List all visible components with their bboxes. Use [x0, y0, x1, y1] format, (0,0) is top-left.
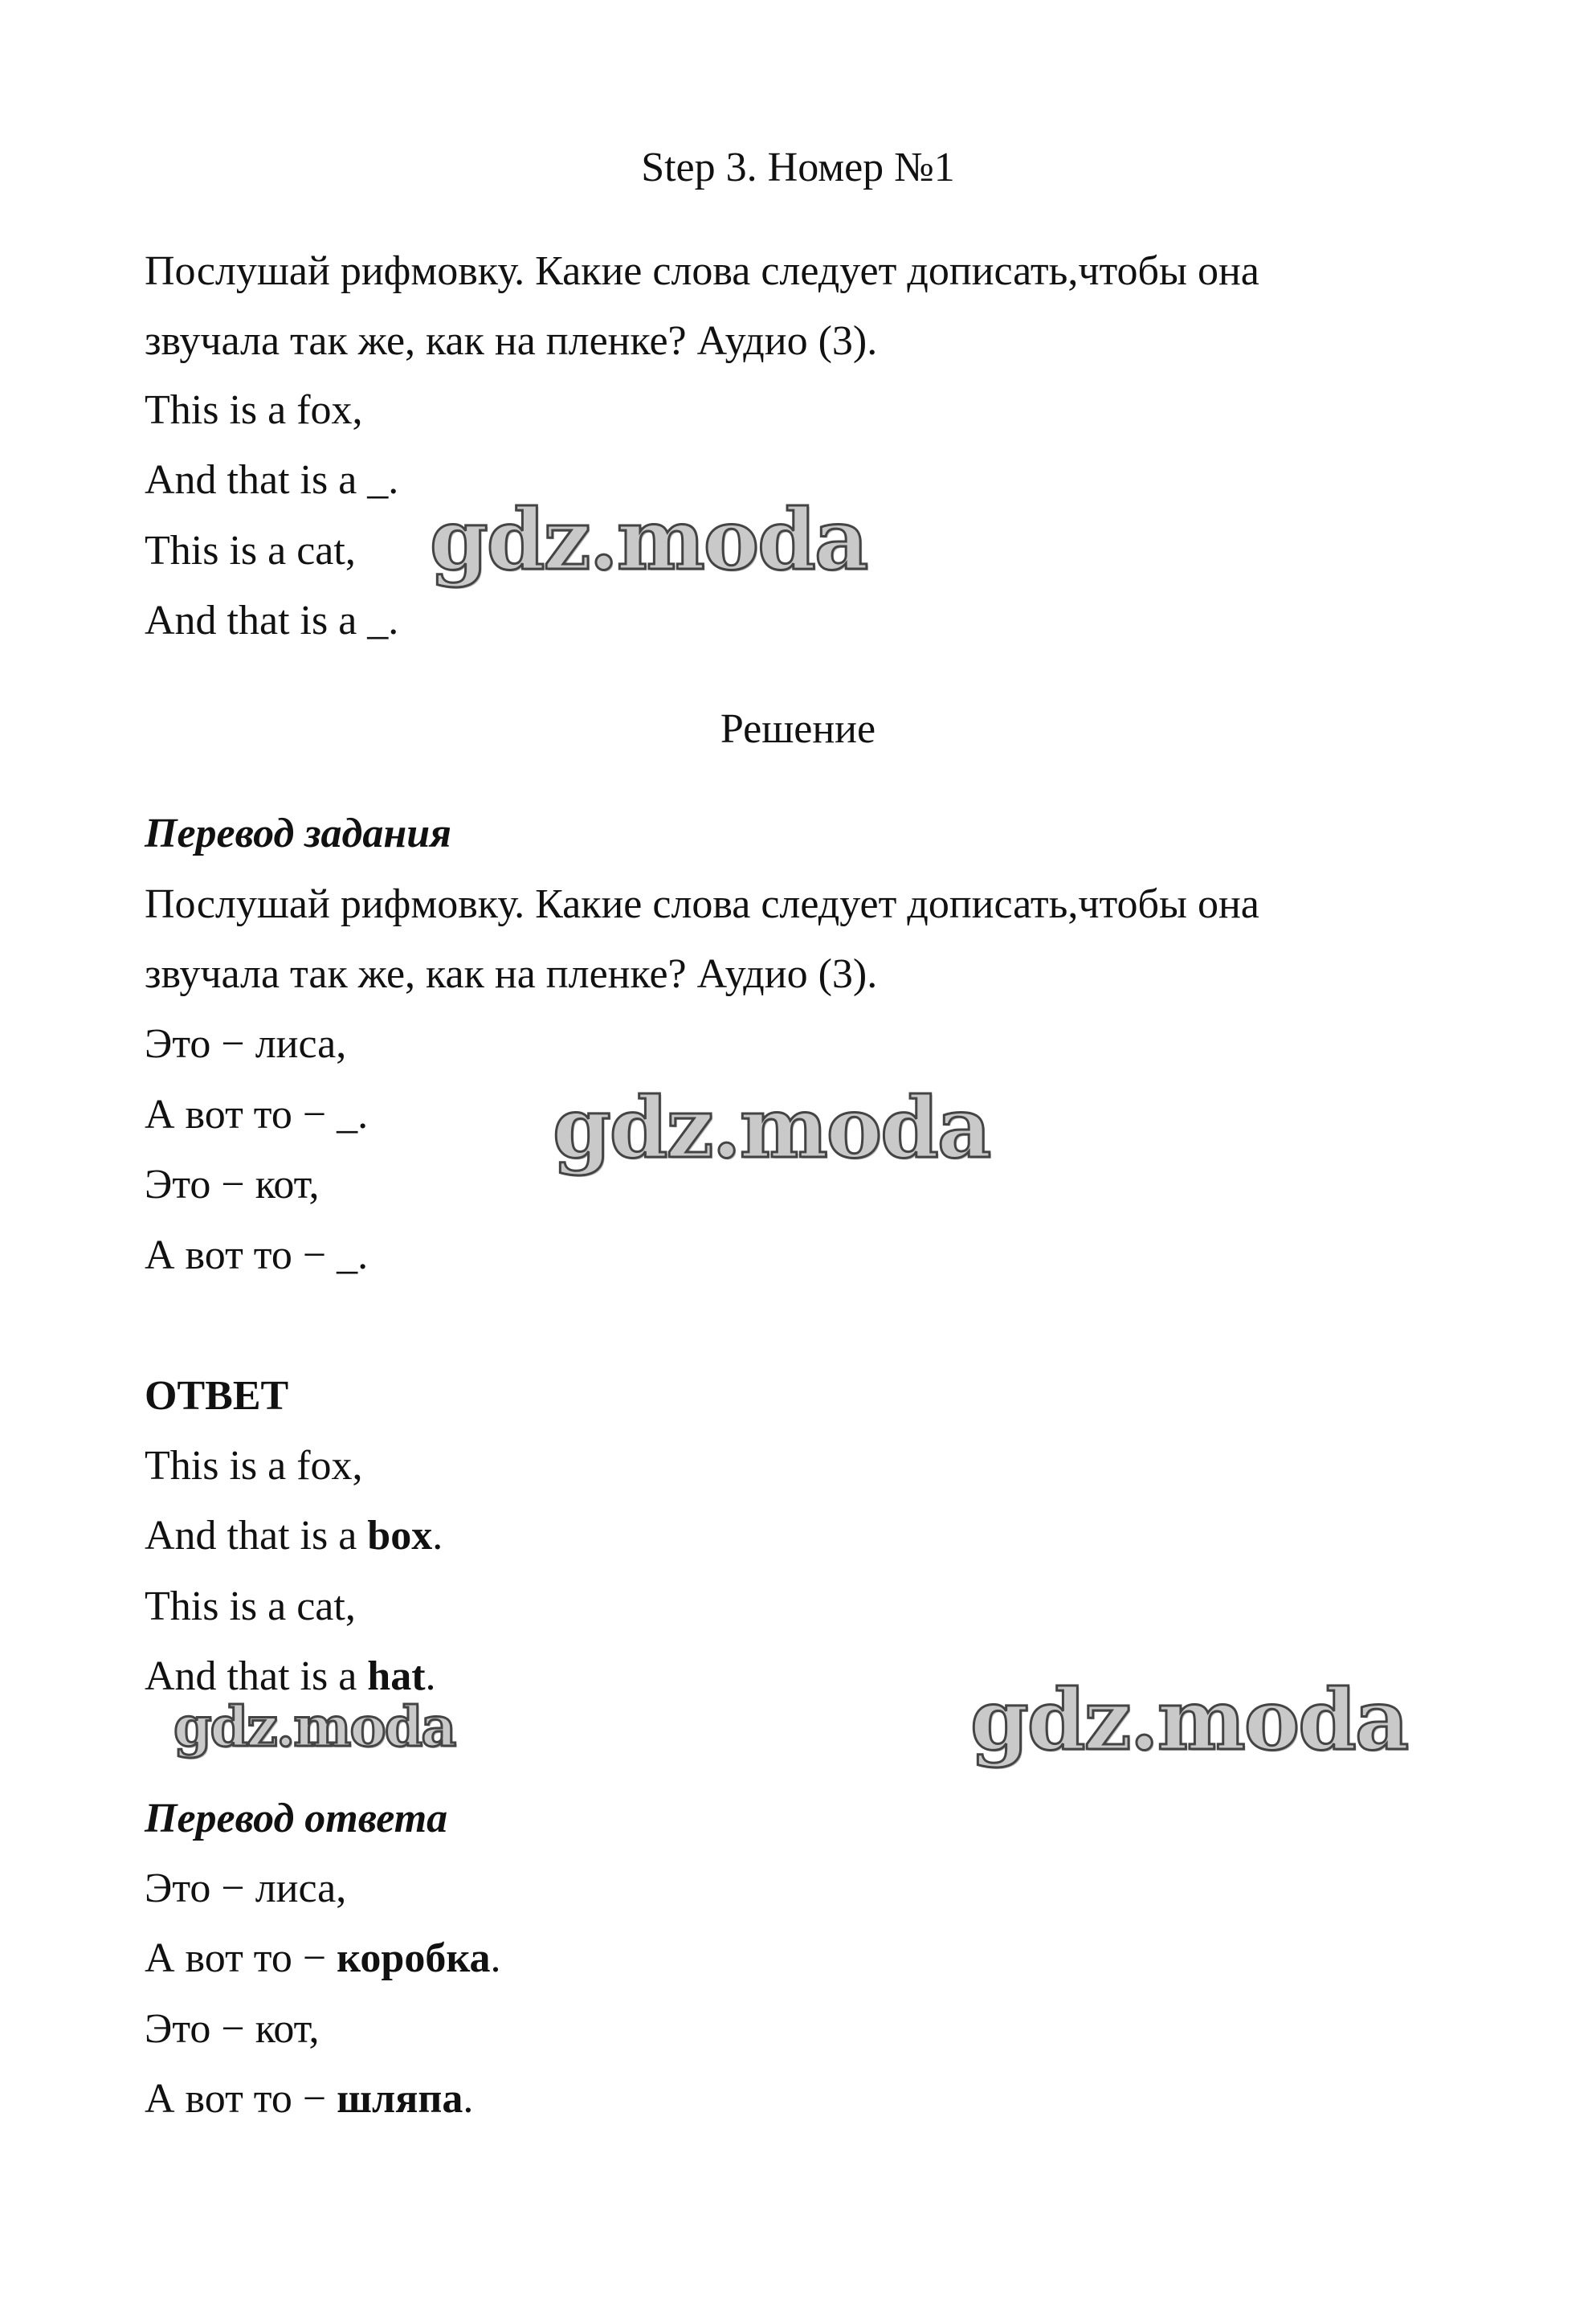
answer-heading: ОТВЕТ — [145, 1373, 289, 1419]
answer-line-2-prefix: And that is a — [145, 1513, 368, 1559]
solution-title: Решение — [720, 706, 876, 752]
rhyme-line-3: This is a cat, — [145, 528, 356, 574]
answer-translation-line-2 — [145, 1935, 501, 1981]
answer-line-4-suffix: . — [425, 1653, 436, 1699]
watermark-logo: gdz.moda — [430, 490, 867, 589]
task-translation-instruction-line-1: Послушай рифмовку. Какие слова следует дописать,чтобы она — [145, 881, 1259, 927]
page-title: Step 3. Номер №1 — [641, 145, 955, 190]
answer-word-hat: hat — [367, 1653, 426, 1699]
answer-word-shlyapa: шляпа — [337, 2076, 463, 2122]
answer-translation-line-4-suffix: . — [463, 2076, 474, 2122]
answer-line-4-prefix: And that is a — [145, 1653, 368, 1699]
answer-translation-line-2-suffix: . — [490, 1935, 501, 1981]
task-translation-instruction-line-2: звучала так же, как на пленке? Аудио (3). — [145, 951, 878, 997]
task-translation-rhyme-line-1: Это − лиса, — [145, 1021, 347, 1067]
task-translation-rhyme-line-3: Это − кот, — [145, 1162, 320, 1207]
watermark-logo: gdz.moda — [173, 1695, 455, 1759]
answer-translation-line-3: Это − кот, — [145, 2006, 320, 2052]
answer-line-2 — [145, 1515, 443, 1557]
answer-translation-line-1: Это − лиса, — [145, 1865, 347, 1911]
answer-line-2-suffix: . — [432, 1513, 443, 1559]
answer-line-1: This is a fox, — [145, 1443, 363, 1489]
rhyme-line-4: And that is a _. — [145, 598, 399, 644]
task-translation-rhyme-line-4: А вот то − _. — [145, 1232, 369, 1278]
answer-translation-line-4-prefix: А вот то − — [145, 2076, 337, 2122]
answer-line-3: This is a cat, — [145, 1583, 356, 1629]
answer-translation-line-4 — [145, 2078, 473, 2120]
watermark-logo: gdz.moda — [553, 1078, 990, 1177]
answer-translation-heading: Перевод ответа — [145, 1796, 448, 1841]
task-translation-rhyme-line-2: А вот то − _. — [145, 1092, 369, 1138]
answer-word-box: box — [367, 1513, 433, 1559]
rhyme-line-2: And that is a _. — [145, 457, 399, 503]
answer-word-korobka: коробка — [337, 1935, 491, 1981]
answer-translation-line-2-prefix: А вот то − — [145, 1935, 337, 1981]
watermark-logo: gdz.moda — [970, 1670, 1408, 1769]
task-translation-heading: Перевод задания — [145, 811, 451, 856]
task-instruction-line-2: звучала так же, как на пленке? Аудио (3). — [145, 318, 878, 364]
task-instruction-line-1: Послушай рифмовку. Какие слова следует дописать,чтобы она — [145, 248, 1259, 294]
rhyme-line-1: This is a fox, — [145, 387, 363, 433]
answer-line-4 — [145, 1653, 436, 1699]
